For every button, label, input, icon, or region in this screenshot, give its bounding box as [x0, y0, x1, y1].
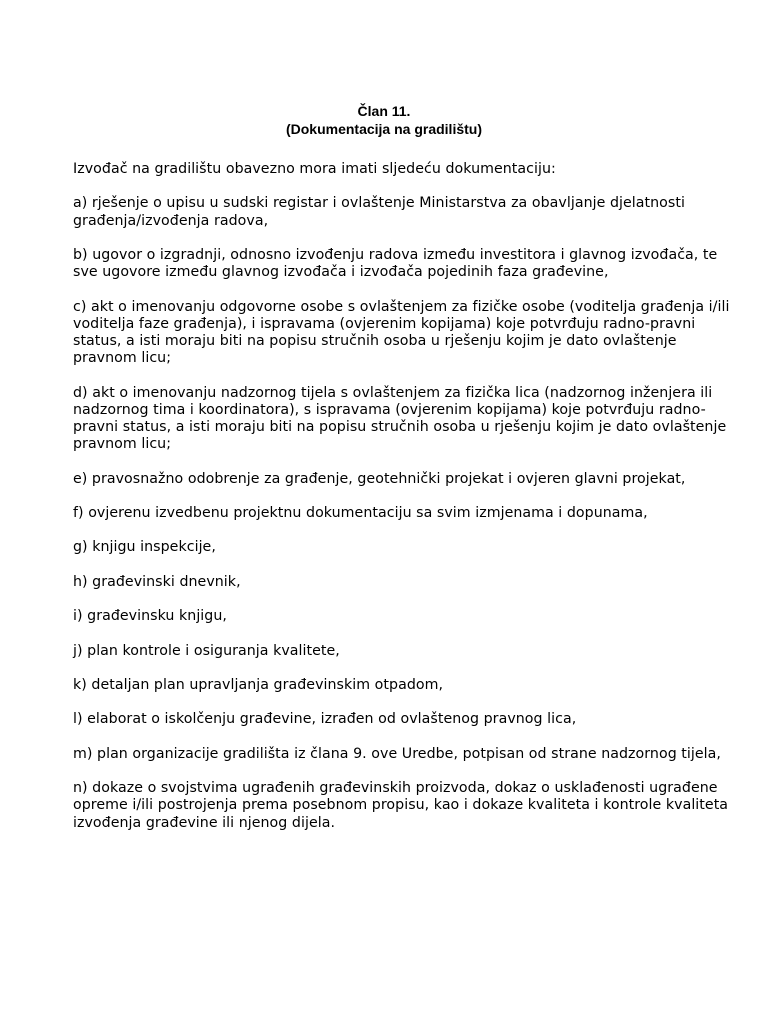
list-item-b: b) ugovor o izgradnji, odnosno izvođenju radova između investitora i glavnog izvođača, te sve ugovore između glavnog izvođača i izvođača pojedinih faza građevine,	[73, 246, 718, 281]
article-heading	[0, 102, 768, 138]
list-item-d: d) akt o imenovanju nadzornog tijela s ovlaštenjem za fizička lica (nadzornog inženjera ili nadzornog tima i koordinatora), s ispravama (ovjerenim kopijama) koje potvrđuju radno-pravni status, a isti moraju biti na popisu stručnih osoba u rješenju kojim je dato ovlaštenje pravnom licu;	[73, 384, 727, 453]
list-item-g: g) knjigu inspekcije,	[73, 539, 216, 556]
list-item-c: c) akt o imenovanju odgovorne osobe s ovlaštenjem za fizičke osobe (voditelja građenja i/ili voditelja faze građenja), i ispravama (ovjerenim kopijama) koje potvrđuju radno-pravni status, a isti moraju biti na popisu stručnih osoba u rješenju kojim je dato ovlaštenje pravnom licu;	[73, 298, 730, 367]
list-item-k: k) detaljan plan upravljanja građevinskim otpadom,	[73, 676, 444, 693]
intro-paragraph: Izvođač na gradilištu obavezno mora imati sljedeću dokumentaciju:	[73, 161, 556, 177]
list-item-l: l) elaborat o iskolčenju građevine, izrađen od ovlaštenog pravnog lica,	[73, 711, 577, 728]
list-item-h: h) građevinski dnevnik,	[73, 573, 241, 590]
list-item-n: n) dokaze o svojstvima ugrađenih građevinskih proizvoda, dokaz o usklađenosti ugrađene opreme i/ili postrojenja prema posebnom propisu, kao i dokaze kvaliteta i kontrole kvaliteta izvođenja građevine ili njenog dijela.	[73, 780, 729, 831]
article-subtitle: (Dokumentacija na gradilištu)	[285, 121, 483, 137]
list-item-f: f) ovjerenu izvedbenu projektnu dokumentaciju sa svim izmjenama i dopunama,	[73, 504, 648, 521]
article-title: Član 11.	[357, 103, 411, 119]
list-item-a: a) rješenje o upisu u sudski registar i ovlaštenje Ministarstva za obavljanje djelatnosti građenja/izvođenja radova,	[73, 195, 685, 229]
article-body	[73, 161, 733, 849]
list-item-i: i) građevinsku knjigu,	[73, 608, 227, 625]
list-item-m: m) plan organizacije gradilišta iz člana 9. ove Uredbe, potpisan od strane nadzornog tijela,	[73, 745, 721, 762]
list-item-j: j) plan kontrole i osiguranja kvalitete,	[73, 642, 340, 659]
list-item-e: e) pravosnažno odobrenje za građenje, geotehnički projekat i ovjeren glavni projekat,	[73, 470, 686, 487]
